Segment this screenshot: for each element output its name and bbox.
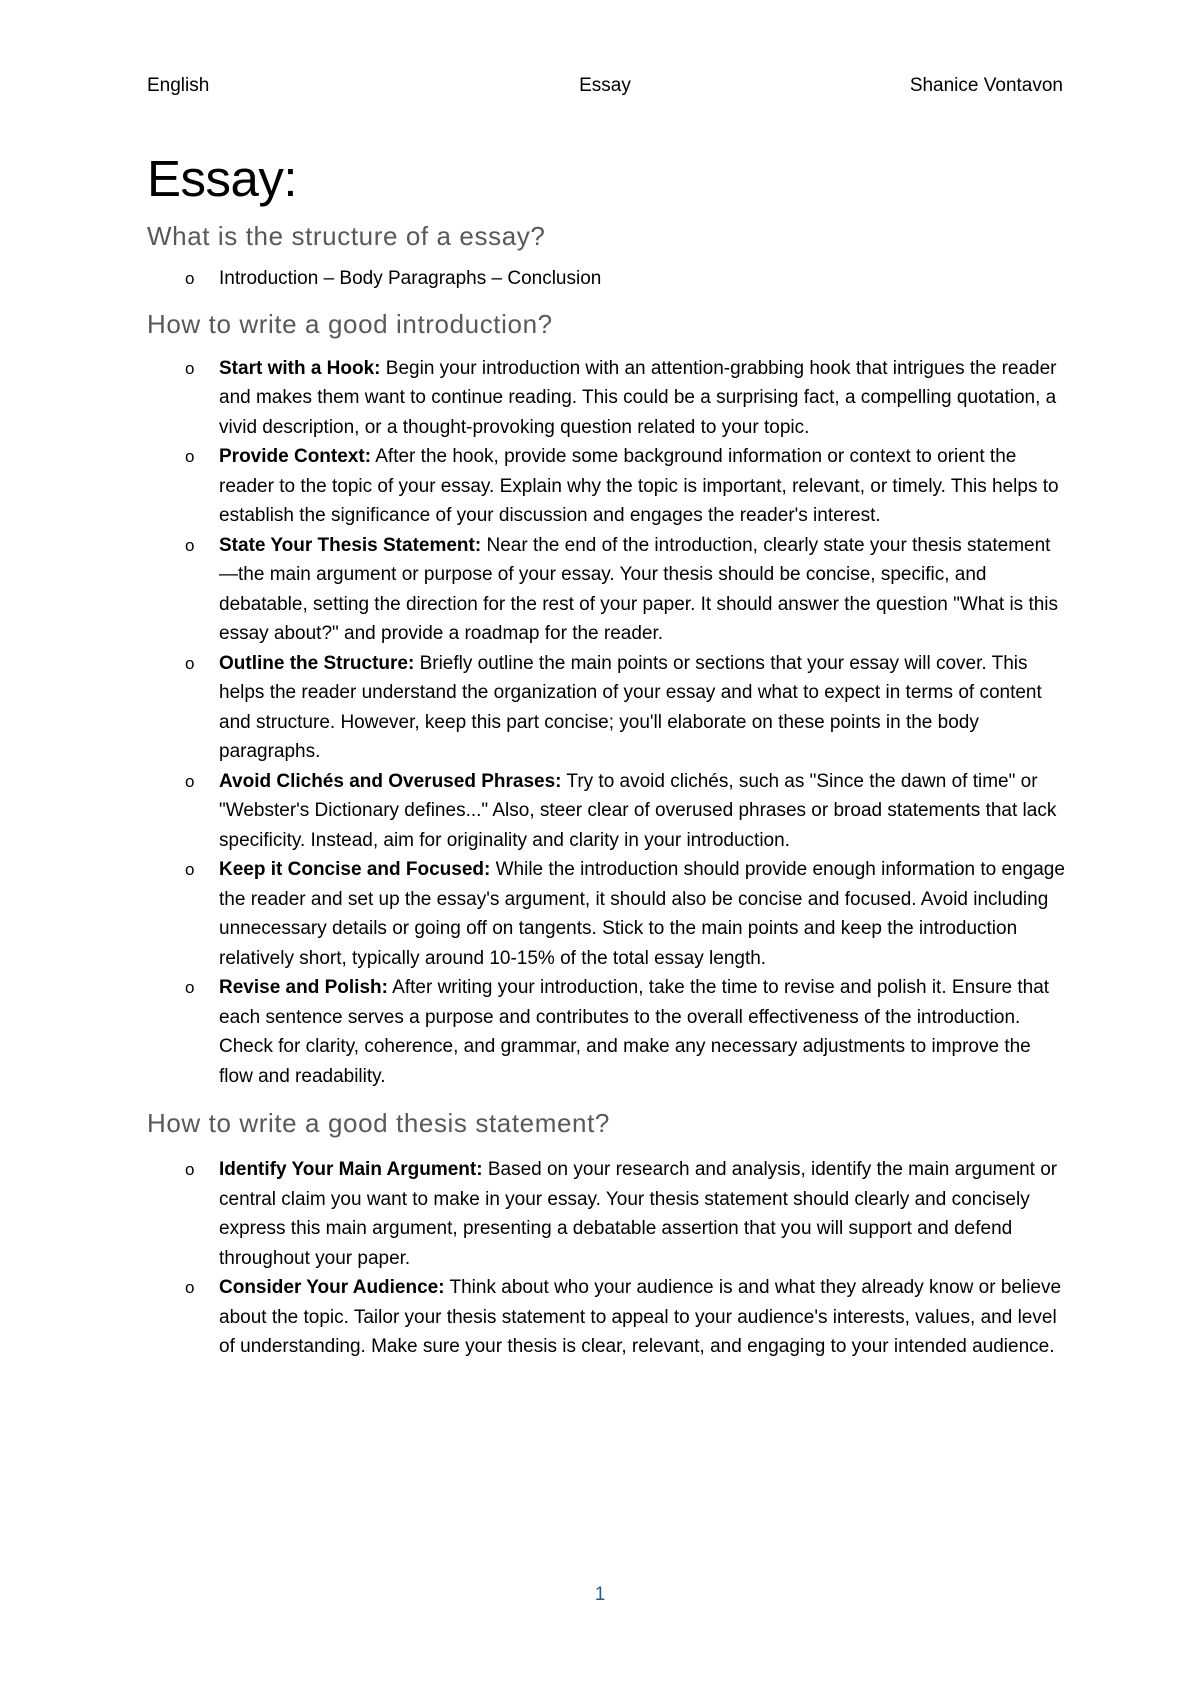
heading-introduction: How to write a good introduction? xyxy=(147,308,553,339)
list-item-text: Based on your research and analysis, identify the main argument or central claim you want to make in your essay. Your thesis statement should clearly and concisely express this main argument, presenting a debatable assertion that you will support and defend throughout your paper. xyxy=(219,1159,1058,1269)
list-item-text: Introduction – Body Paragraphs – Conclusion xyxy=(219,268,602,289)
list-item-text: Think about who your audience is and what they already know or believe about the topic. Tailor your thesis statement to appeal to your audience's interests, values, and level of understanding. Make sure your thesis is clear, relevant, and engaging to your intended audience. xyxy=(219,1277,1062,1357)
list-item xyxy=(147,855,1067,973)
list-item-text: After the hook, provide some background information or context to orient the reader to the topic of your essay. Explain why the topic is important, relevant, or timely. This helps to establish the significance of your discussion and engages the reader's interest. xyxy=(219,446,1059,526)
list-item-text: Begin your introduction with an attention-grabbing hook that intrigues the reader and makes them want to continue reading. This could be a surprising fact, a compelling quotation, a vivid description, or a thought-provoking question related to your topic. xyxy=(219,357,1057,438)
list-item-text: Try to avoid clichés, such as "Since the dawn of time" or "Webster's Dictionary defines..." Also, steer clear of overused phrases or broad statements that lack specificity. Instead, aim for originality and clarity in your introduction. xyxy=(219,770,1057,851)
header-doc-type: Essay xyxy=(579,75,631,96)
header-author: Shanice Vontavon xyxy=(909,75,1063,96)
list-item xyxy=(147,442,1067,531)
bullet-icon: o xyxy=(185,269,195,288)
list-item xyxy=(147,649,1067,767)
list-item-text: After writing your introduction, take the time to revise and polish it. Ensure that each sentence serves a purpose and contributes to the overall effectiveness of the introduction. Check for clarity, coherence, and grammar, and make any necessary adjustments to improve the flow and readability. xyxy=(219,977,1050,1087)
list-item-text: Briefly outline the main points or sections that your essay will cover. This helps the reader understand the organization of your essay and what to expect in terms of content and structure. However, keep this part concise; you'll elaborate on these points in the body paragraphs. xyxy=(219,652,1042,762)
page-number: 1 xyxy=(594,1584,606,1605)
list-item-text: Near the end of the introduction, clearly state your thesis statement—the main argument or purpose of your essay. Your thesis should be concise, specific, and debatable, setting the direction for the rest of your paper. It should answer the question "What is this essay about?" and provide a roadmap for the reader. xyxy=(219,534,1059,644)
list-item xyxy=(147,1273,1067,1362)
list-item-term: Outline the Structure: xyxy=(219,652,415,674)
list-item-term: Provide Context: xyxy=(219,446,372,467)
bullet-icon: o xyxy=(185,653,195,673)
bullet-icon: o xyxy=(185,358,195,378)
bullet-icon: o xyxy=(185,535,195,555)
heading-structure: What is the structure of a essay? xyxy=(147,221,546,251)
document-body xyxy=(147,146,1067,1362)
list-item-text: While the introduction should provide enough information to engage the reader and set up the essay's argument, it should also be concise and focused. Avoid including unnecessary details or going off on tangents. Stick to the main points and keep the introduction relatively short, typically around 10-15% of the total essay length. xyxy=(219,859,1065,969)
bullet-icon: o xyxy=(185,1278,195,1297)
list-item-term: Consider Your Audience: xyxy=(219,1277,445,1298)
list-item-term: State Your Thesis Statement: xyxy=(219,534,482,556)
heading-thesis: How to write a good thesis statement? xyxy=(147,1108,610,1138)
page-header xyxy=(147,72,1063,100)
thesis-list xyxy=(147,1155,1067,1362)
list-item xyxy=(147,531,1067,649)
list-item-term: Avoid Clichés and Overused Phrases: xyxy=(219,770,562,792)
structure-list xyxy=(147,264,1067,294)
list-item-term: Identify Your Main Argument: xyxy=(219,1159,483,1180)
list-item xyxy=(147,973,1067,1091)
list-item-term: Start with a Hook: xyxy=(219,357,381,379)
bullet-icon: o xyxy=(185,771,195,791)
list-item xyxy=(147,1155,1067,1273)
list-item xyxy=(147,354,1067,443)
introduction-list xyxy=(147,354,1067,1092)
page-title: Essay: xyxy=(147,150,298,207)
bullet-icon: o xyxy=(185,860,195,879)
list-item-term: Keep it Concise and Focused: xyxy=(219,859,491,880)
bullet-icon: o xyxy=(185,447,195,466)
list-item xyxy=(147,264,1067,294)
list-item xyxy=(147,767,1067,856)
bullet-icon: o xyxy=(185,978,195,997)
list-item-term: Revise and Polish: xyxy=(219,977,388,998)
bullet-icon: o xyxy=(185,1160,195,1179)
header-subject: English xyxy=(147,75,210,96)
